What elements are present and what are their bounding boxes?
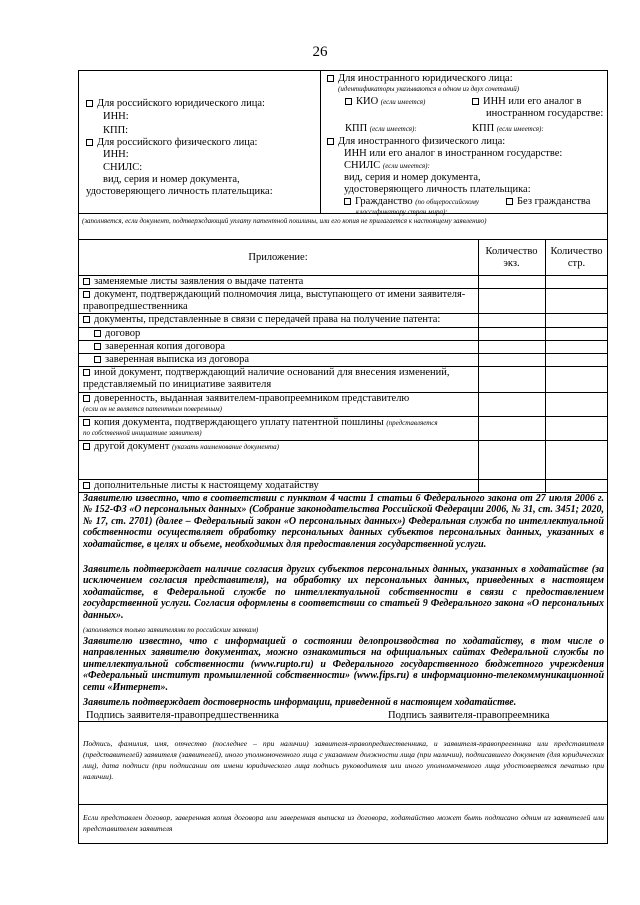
contract-note: Если представлен договор, заверенная копия договора или заверенная выписка из договора, ходатайство может быть подписано одним из заявителей или представителем заявителя (83, 813, 604, 833)
divider-column-pages (545, 239, 546, 492)
divider-table-head (78, 239, 608, 240)
checkbox[interactable] (83, 443, 90, 450)
divider-notes (78, 804, 608, 805)
table-row[interactable]: дополнительные листы к настоящему ходатайству (83, 480, 319, 492)
table-row-note: (если он не является патентным поверенным) (83, 405, 222, 413)
checkbox[interactable] (83, 278, 90, 285)
id-document-label: вид, серия и номер документа, (344, 172, 481, 183)
table-row[interactable]: иной документ, подтверждающий наличие оснований для внесения изменений, (83, 367, 450, 379)
citizenship-label: Гражданство (355, 196, 413, 207)
id-document-label: удостоверяющего личность плательщика: (344, 184, 531, 195)
consent-paragraph-4: Заявитель подтверждает достоверность информации, приведенной в настоящем ходатайстве. (83, 697, 517, 708)
checkbox[interactable] (83, 316, 90, 323)
signature-note: Подпись, фамилия, имя, отчество (последнее – при наличии) заявителя-правопредшественника, и заявителя-правопреемника или представителя (представителей) заявителя (заявителей), иного уполномоченного лица с указанием должности лица (при наличии), подписавшего документ (для юридических лиц), дата подписи (при подписании от имени юридического лица подпись руководителя или иного уполномоченного лица удостоверяется печатью при наличии). (83, 739, 604, 781)
divider-identity (78, 213, 608, 214)
kpp-right-label: КПП (если имеется): (472, 123, 544, 134)
page-number: 26 (312, 44, 328, 60)
table-row[interactable]: договор (94, 328, 140, 340)
checkbox[interactable] (86, 100, 93, 107)
table-row[interactable]: заменяемые листы заявления о выдаче патента (83, 276, 303, 288)
kio-option[interactable] (345, 96, 425, 108)
table-header-copies: Количество (485, 246, 538, 257)
inn-analog-label: иностранном государстве: (486, 108, 604, 119)
divider-column-copies (478, 239, 479, 492)
citizenship-option[interactable] (344, 196, 479, 208)
ru-person-label: Для российского физического лица: (97, 137, 258, 148)
consent-paragraph-3: Заявителю известно, что с информацией о состоянии делопроизводства по ходатайству, в том числе о направленных заявителю документах, можно ознакомиться на официальных сайтах Федеральной службы по интеллектуальной собственности (www.rupto.ru) и Федерального государственного бюджетного учреждения «Федеральный институт промышленной собственности» (www.fips.ru) в информационно-телекоммуникационной сети «Интернет». (83, 636, 604, 693)
consent-paragraph-1: Заявителю известно, что в соответствии с пунктом 4 части 1 статьи 6 Федерального закона от 27 июля 2006 г. № 152-ФЗ «О персональных данных» (Собрание законодательства Российской Федерации 2006, № 31, ст. 3451; 2020, № 17, ст. 2701) (далее – Федеральный закон «О персональных данных») Федеральная служба по интеллектуальной собственности осуществляет обработку персональных данных субъектов персональных данных, указанных в ходатайстве, в целях и объеме, необходимых для предоставления государственной услуги. (83, 493, 604, 550)
divider-row (78, 327, 608, 328)
inn-analog-label: ИНН или его аналог в иностранном государстве: (344, 148, 563, 159)
inn-label: ИНН: (103, 111, 129, 122)
checkbox[interactable] (472, 98, 479, 105)
divider-identity-columns (320, 70, 321, 213)
kpp-left-label: КПП (если имеется): (345, 123, 417, 134)
id-document-label: удостоверяющего личность плательщика: (86, 186, 273, 197)
checkbox[interactable] (94, 343, 101, 350)
snils-label: СНИЛС (если имеется): (344, 160, 430, 171)
checkbox[interactable] (83, 395, 90, 402)
table-row-note: по собственной инициативе заявителя) (83, 429, 202, 437)
ru-person-option[interactable] (86, 137, 257, 149)
checkbox[interactable] (83, 369, 90, 376)
table-header-attachment: Приложение: (248, 252, 308, 263)
checkbox[interactable] (344, 198, 351, 205)
ru-legal-entity-option[interactable] (86, 98, 265, 110)
citizenship-note: (по общероссийскому (415, 198, 479, 206)
inn-analog-label: ИНН или его аналог в (483, 96, 582, 107)
consent-paragraph-2: Заявитель подтверждает наличие согласия других субъектов персональных данных, указанных в ходатайстве (за исключением согласия представителя), на обработку их персональных данных, приведенных в настоящем ходатайстве, в Федеральной службе по интеллектуальной собственности в связи с предоставлением государственной услуги. Согласия оформлены в соответствии со статьей 9 Федерального закона «О персональных данных». (83, 564, 604, 621)
table-row[interactable]: доверенность, выданная заявителем-правопреемником представителю (83, 393, 409, 405)
checkbox[interactable] (506, 198, 513, 205)
kio-label: КИО (356, 96, 379, 107)
table-row[interactable]: заверенная выписка из договора (94, 354, 249, 366)
checkbox[interactable] (345, 98, 352, 105)
table-row[interactable]: документ, подтверждающий полномочия лица, выступающего от имени заявителя- (83, 289, 465, 301)
foreign-legal-entity-option[interactable] (327, 73, 513, 85)
table-row[interactable]: заверенная копия договора (94, 341, 225, 353)
ru-legal-entity-label: Для российского юридического лица: (97, 98, 265, 109)
signature-predecessor-label: Подпись заявителя-правопредшественника (86, 710, 279, 721)
foreign-legal-entity-label: Для иностранного юридического лица: (338, 73, 513, 84)
inn-analog-option[interactable] (472, 96, 581, 108)
consent-note: (заполняется только заявителями по российским заявкам) (83, 626, 259, 634)
table-row-continuation: представляемый по инициативе заявителя (83, 379, 272, 390)
classifier-note: классификатору стран мира): (356, 208, 448, 216)
foreign-person-label: Для иностранного физического лица: (338, 136, 506, 147)
inn-label: ИНН: (103, 149, 129, 160)
table-row[interactable]: документы, представленные в связи с передачей права на получение патента: (83, 314, 440, 326)
checkbox[interactable] (327, 75, 334, 82)
id-document-label: вид, серия и номер документа, (103, 174, 240, 185)
table-header-pages: Количество (550, 246, 603, 257)
checkbox[interactable] (94, 330, 101, 337)
fill-note: (заполняется, если документ, подтверждающий уплату патентной пошлины, или его копия не прилагается к настоящему заявлению) (82, 217, 487, 225)
snils-label: СНИЛС: (103, 162, 143, 173)
table-row[interactable]: копия документа, подтверждающего уплату патентной пошлины (представляется (83, 417, 438, 429)
checkbox[interactable] (83, 419, 90, 426)
identifiers-note: (идентификаторы указываются в одном из двух сочетаний) (338, 85, 520, 93)
table-row-continuation: правопредшественника (83, 301, 188, 312)
foreign-person-option[interactable] (327, 136, 505, 148)
checkbox[interactable] (94, 356, 101, 363)
kio-note: (если имеется) (380, 98, 426, 106)
checkbox[interactable] (327, 138, 334, 145)
table-row[interactable]: другой документ (указать наименование документа) (83, 441, 279, 453)
no-citizenship-label: Без гражданства (517, 196, 591, 207)
table-header-pages-unit: стр. (567, 258, 586, 269)
checkbox[interactable] (83, 291, 90, 298)
checkbox[interactable] (83, 482, 90, 489)
checkbox[interactable] (86, 139, 93, 146)
kpp-label: КПП: (103, 125, 129, 136)
table-header-copies-unit: экз. (503, 258, 520, 269)
signature-successor-label: Подпись заявителя-правопреемника (388, 710, 550, 721)
no-citizenship-option[interactable] (506, 196, 590, 208)
